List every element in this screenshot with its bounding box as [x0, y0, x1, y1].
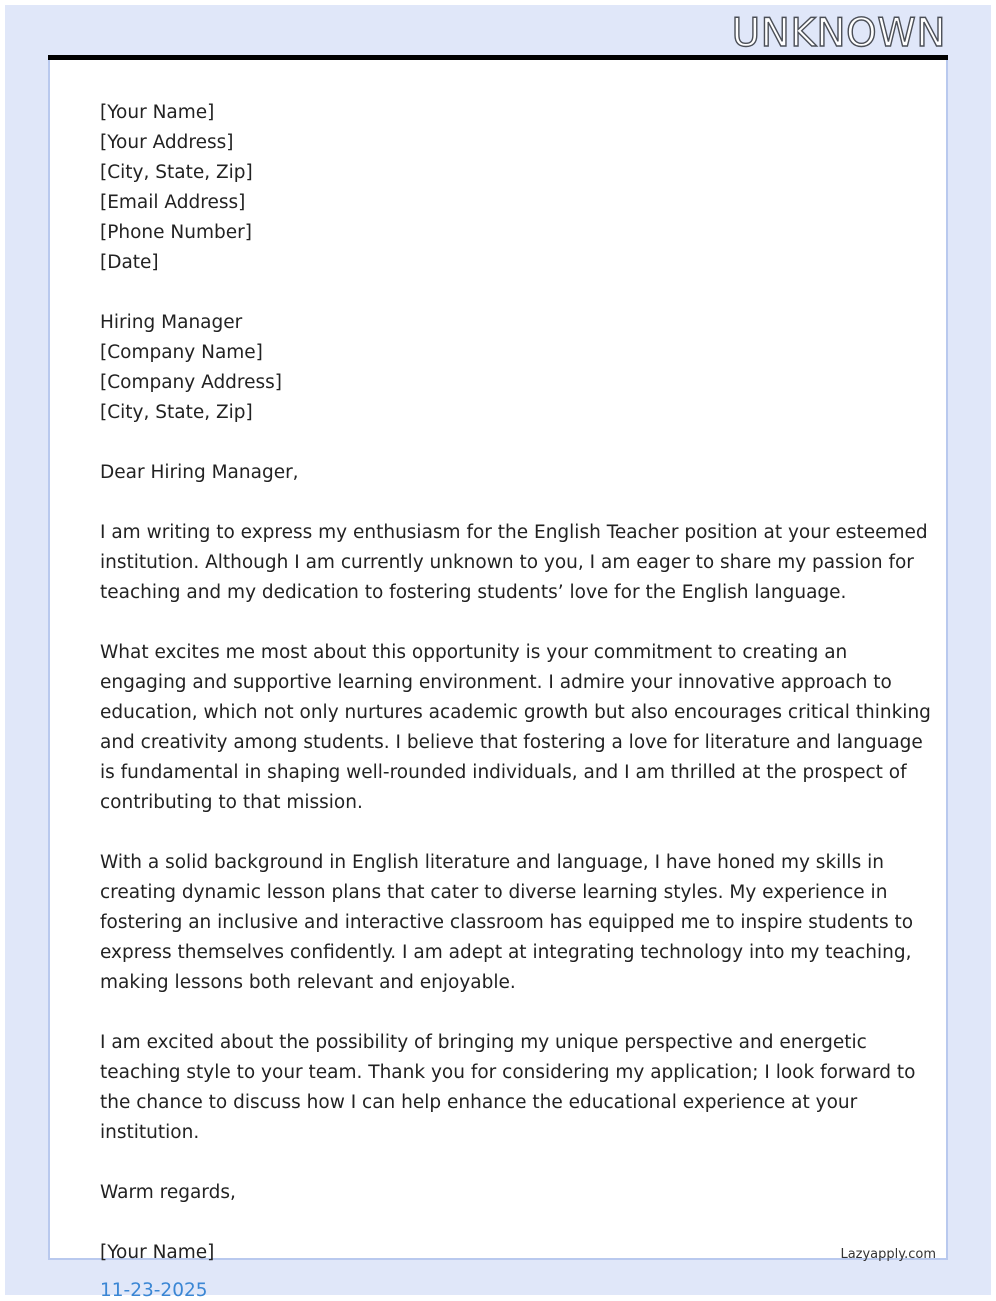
- sender-phone: [Phone Number]: [100, 222, 252, 243]
- closing: Warm regards,: [100, 1182, 236, 1203]
- cover-letter: [100, 98, 931, 1268]
- paragraph-line: institution.: [100, 1122, 200, 1143]
- sender-block: [100, 98, 900, 278]
- paragraph-line: What excites me most about this opportunity is your commitment to creating an: [100, 642, 848, 663]
- paragraph-line: education, which not only nurtures academic growth but also encourages critical thinking: [100, 702, 931, 723]
- paragraph-line: engaging and supportive learning environment. I admire your innovative approach to: [100, 672, 892, 693]
- salutation: Dear Hiring Manager,: [100, 462, 299, 483]
- recipient-address: [Company Address]: [100, 372, 283, 393]
- recipient-block: [100, 308, 900, 428]
- sender-city: [City, State, Zip]: [100, 162, 253, 183]
- paragraph-line: I am excited about the possibility of bringing my unique perspective and energetic: [100, 1032, 867, 1053]
- paragraph-line: With a solid background in English literature and language, I have honed my skills in: [100, 852, 884, 873]
- paragraph-4: [100, 1028, 916, 1148]
- letter-date: [Date]: [100, 252, 159, 273]
- paragraph-line: fostering an inclusive and interactive classroom has equipped me to inspire students to: [100, 912, 914, 933]
- footer-site-link[interactable]: Lazyapply.com: [840, 1247, 936, 1262]
- paragraph-line: making lessons both relevant and enjoyable.: [100, 972, 516, 993]
- recipient-city: [City, State, Zip]: [100, 402, 253, 423]
- paragraph-2: [100, 638, 931, 818]
- paragraph-line: express themselves confidently. I am adept at integrating technology into my teaching,: [100, 942, 912, 963]
- brand-name: UNKNOWN: [731, 11, 946, 56]
- signature: [Your Name]: [100, 1242, 215, 1263]
- paragraph-line: teaching style to your team. Thank you for considering my application; I look forward to: [100, 1062, 916, 1083]
- footer-date: 11-23-2025: [100, 1280, 208, 1301]
- paragraph-line: and creativity among students. I believe that fostering a love for literature and language: [100, 732, 923, 753]
- paragraph-line: the chance to discuss how I can help enhance the educational experience at your: [100, 1092, 858, 1113]
- recipient-title: Hiring Manager: [100, 312, 243, 333]
- paragraph-line: teaching and my dedication to fostering students’ love for the English language.: [100, 582, 847, 603]
- sender-name: [Your Name]: [100, 102, 215, 123]
- sender-email: [Email Address]: [100, 192, 246, 213]
- paragraph-line: institution. Although I am currently unknown to you, I am eager to share my passion for: [100, 552, 914, 573]
- paragraph-line: contributing to that mission.: [100, 792, 363, 813]
- paragraph-1: [100, 518, 928, 608]
- paragraph-3: [100, 848, 914, 998]
- sender-address: [Your Address]: [100, 132, 234, 153]
- recipient-company: [Company Name]: [100, 342, 263, 363]
- paragraph-line: is fundamental in shaping well-rounded individuals, and I am thrilled at the prospect of: [100, 762, 907, 783]
- paragraph-line: I am writing to express my enthusiasm for the English Teacher position at your esteemed: [100, 522, 928, 543]
- paragraph-line: creating dynamic lesson plans that cater to diverse learning styles. My experience in: [100, 882, 888, 903]
